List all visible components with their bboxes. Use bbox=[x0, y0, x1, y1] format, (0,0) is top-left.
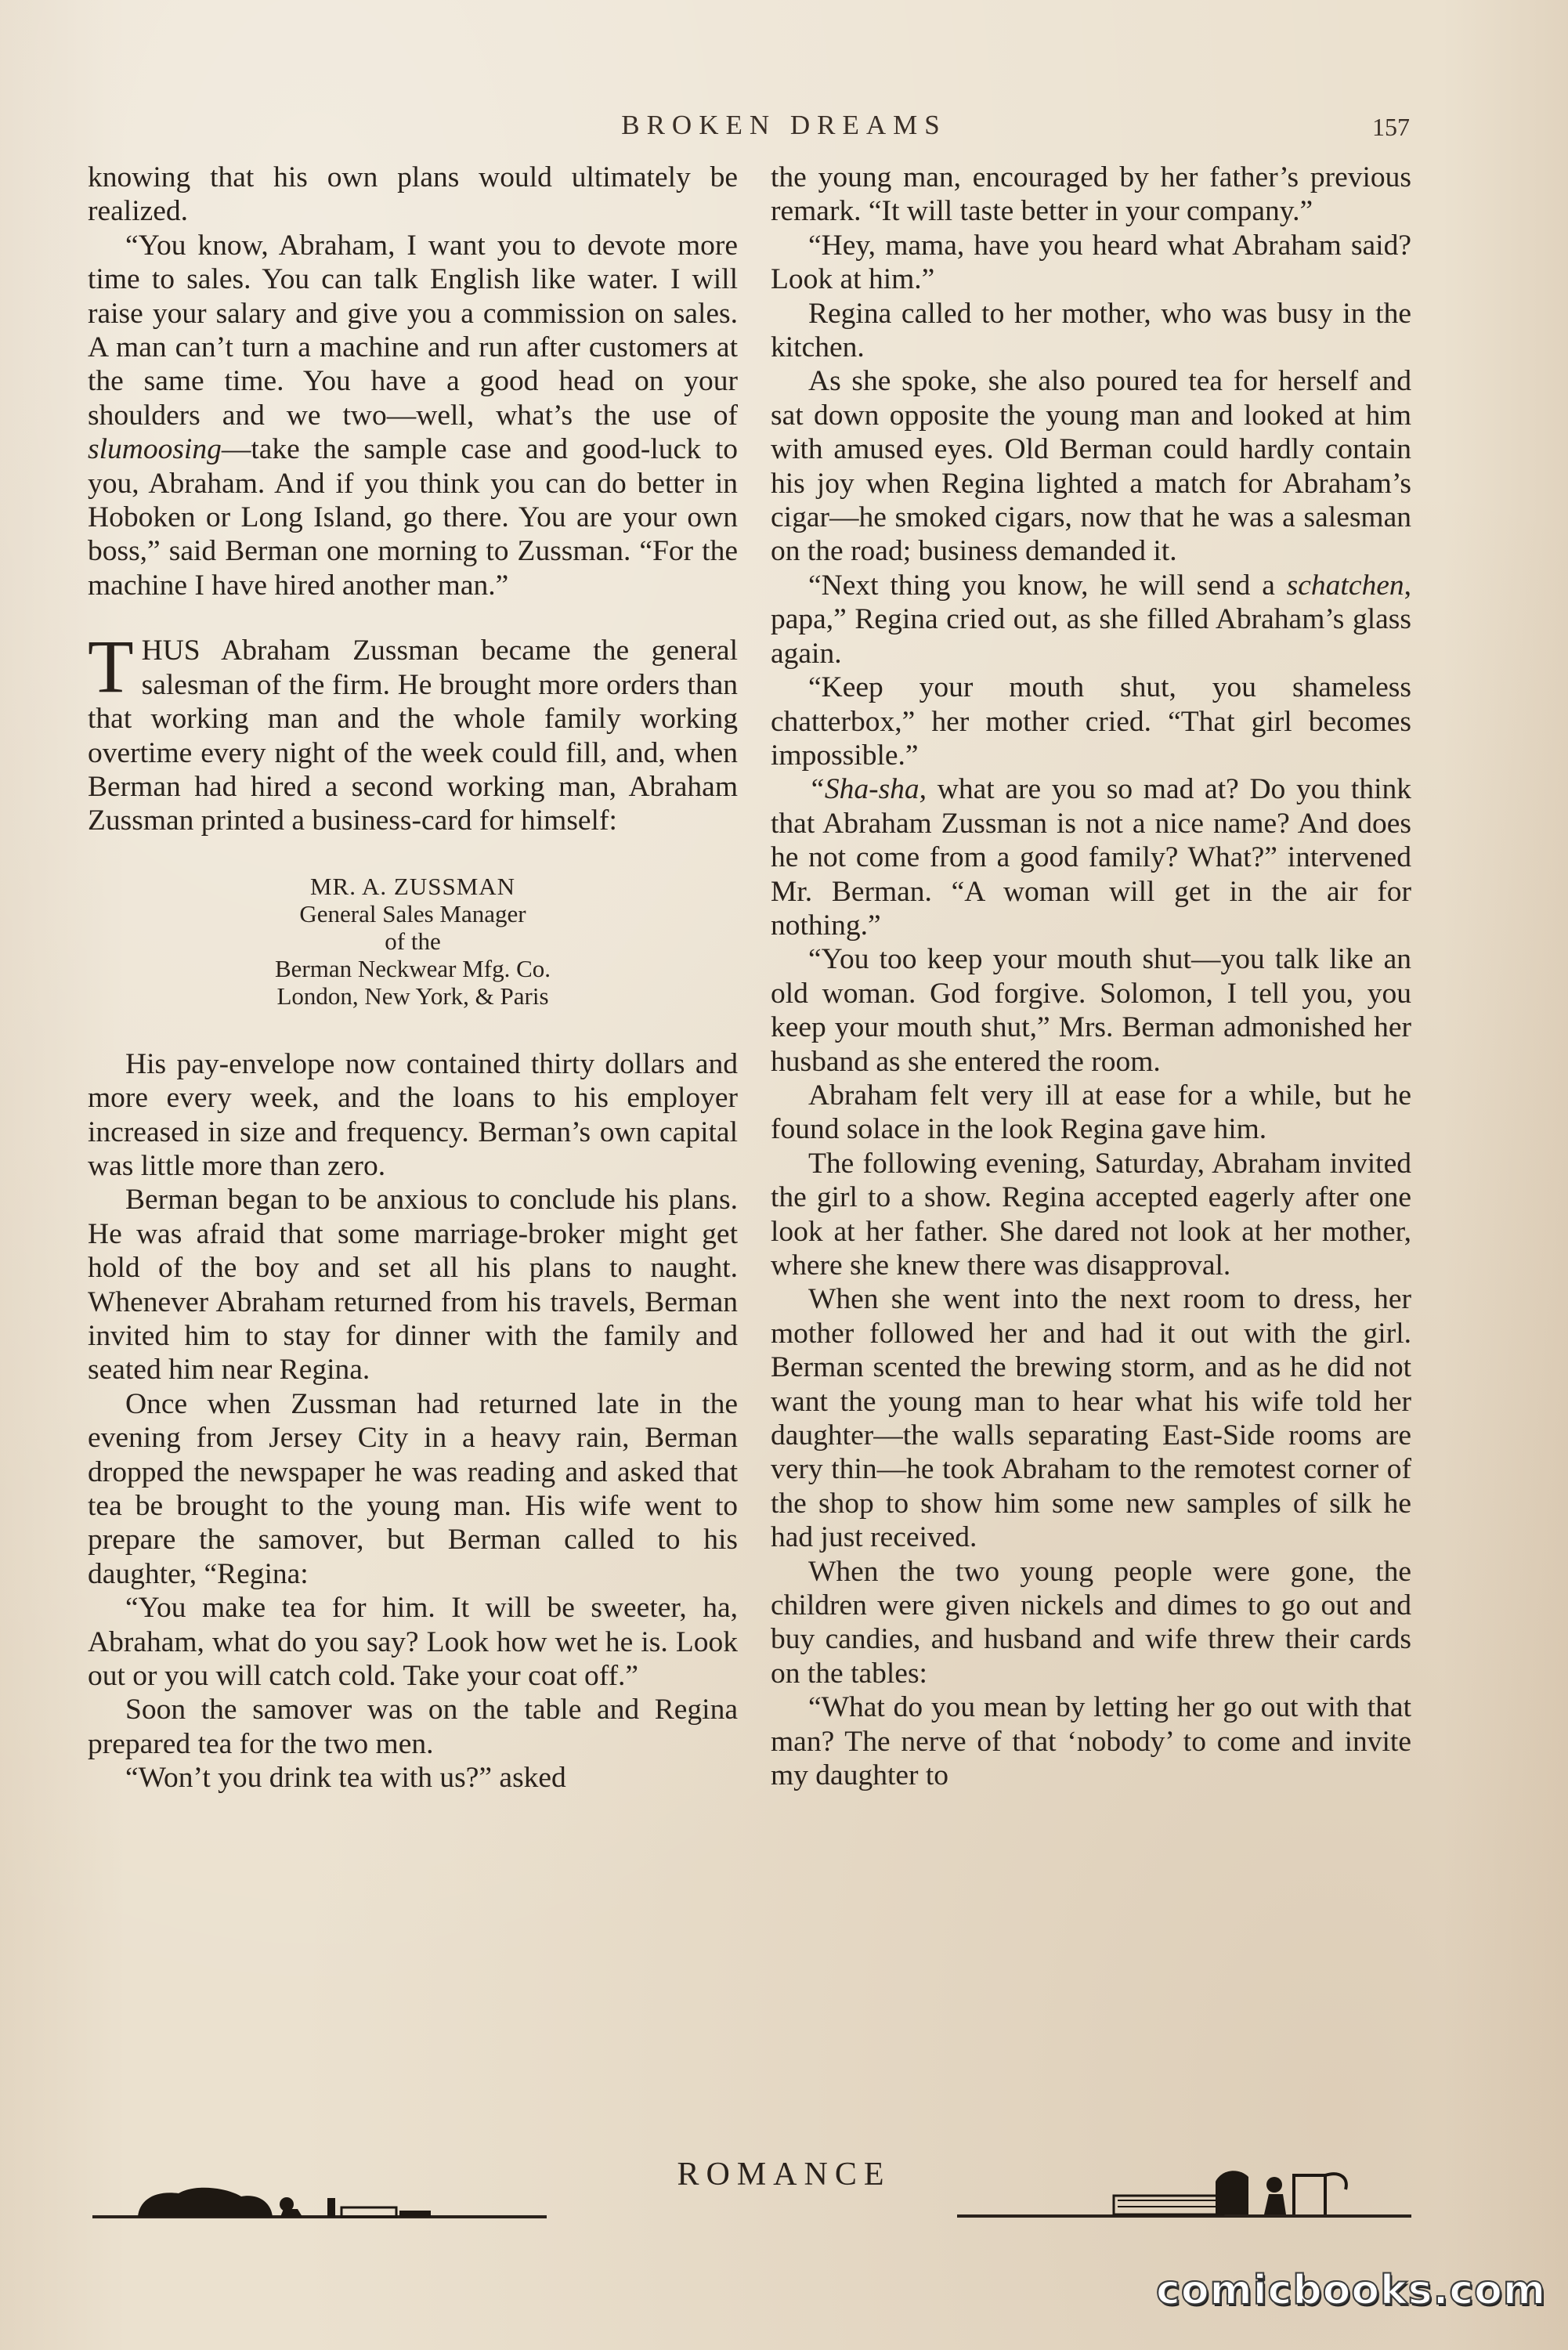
paragraph: the young man, encouraged by her father’s previous remark. “It will taste better in your company.” bbox=[771, 161, 1411, 228]
running-title: BROKEN DREAMS bbox=[621, 110, 947, 140]
paragraph: As she spoke, she also poured tea for herself and sat down opposite the young man and looked at him with amused eyes. Old Berman could hardly contain his joy when Regina lighted a match for Abraham’s cigar—he smoked cigars, now that he was a salesman on the road; business demanded it. bbox=[771, 365, 1411, 568]
footer-ornament-right bbox=[957, 2158, 1411, 2221]
business-card bbox=[88, 873, 738, 1010]
italic-word: “Sha-sha, bbox=[808, 773, 927, 806]
text-run: what are you so mad at? Do you think that Abraham Zussman is not a nice name? And does he not come from a good family? What?” intervened Mr. Berman. “A woman will get in the air for nothing.” bbox=[771, 773, 1411, 942]
italic-word: schatchen bbox=[1286, 569, 1404, 602]
card-company: Berman Neckwear Mfg. Co. bbox=[274, 954, 551, 982]
paragraph bbox=[771, 772, 1411, 942]
paragraph bbox=[771, 569, 1411, 671]
paragraph: The following evening, Saturday, Abraham invited the girl to a show. Regina accepted eagerly after one look at her father. She dared not look at her mother, where she knew there was disapproval. bbox=[771, 1147, 1411, 1282]
paragraph: Once when Zussman had returned late in the evening from Jersey City in a heavy rain, Berman dropped the newspaper he was reading and asked that tea be brought to the young man. His wife went to prepare the samover, but Berman called to his daughter, “Regina: bbox=[88, 1387, 738, 1590]
paragraph: Soon the samover was on the table and Regina prepared tea for the two men. bbox=[88, 1694, 738, 1760]
running-head bbox=[0, 110, 1568, 149]
paragraph: Abraham felt very ill at ease for a while, but he found solace in the look Regina gave him. bbox=[771, 1079, 1411, 1146]
site-watermark: comicbooks.com bbox=[1156, 2267, 1547, 2314]
page-number: 157 bbox=[1372, 113, 1410, 141]
paragraph: “You too keep your mouth shut—you talk like an old woman. God forgive. Solomon, I tell you, you keep your mouth shut,” Mrs. Berman admonished her husband as she entered the room. bbox=[771, 943, 1411, 1078]
left-column bbox=[88, 161, 738, 1795]
card-cities: London, New York, & Paris bbox=[276, 982, 549, 1010]
text-run: —take the sample case and good-luck to you, Abraham. And if you think you can do better in Hoboken or Long Island, go there. You are your own boss,” said Berman one morning to Zussman. “For the machine I have hired another man.” bbox=[88, 433, 738, 602]
paragraph: “Keep your mouth shut, you shameless chatterbox,” her mother cried. “That girl becomes impossible.” bbox=[771, 671, 1411, 772]
card-name: MR. A. ZUSSMAN bbox=[309, 872, 516, 900]
paragraph: When she went into the next room to dress, her mother followed her and had it out with the girl. Berman scented the brewing storm, and as he did not want the young man to hear what his wife told her daughter—the walls separating East-Side rooms are very thin—he took Abraham to the remotest corner of the shop to show him some new samples of silk he had just received. bbox=[771, 1283, 1411, 1554]
text-run: HUS Abraham Zussman became the general salesman of the firm. He brought more orders than that working man and the whole family working overtime every night of the week could fill, and, when Berman had hired a second working man, Abraham Zussman printed a business-card for himself: bbox=[88, 634, 738, 837]
paragraph: When the two young people were gone, the children were given nickels and dimes to go out and buy candies, and husband and wife threw their cards on the tables: bbox=[771, 1555, 1411, 1690]
paragraph: Regina called to her mother, who was busy in the kitchen. bbox=[771, 297, 1411, 364]
page-footer bbox=[0, 2138, 1568, 2225]
text-run: “Next thing you know, he will send a bbox=[808, 569, 1287, 602]
right-column bbox=[771, 161, 1411, 1793]
paragraph: “Hey, mama, have you heard what Abraham said? Look at him.” bbox=[771, 229, 1411, 296]
paragraph bbox=[88, 229, 738, 602]
paragraph: His pay-envelope now contained thirty dollars and more every week, and the loans to his employer increased in size and frequency. Berman’s own capital was little more than zero. bbox=[88, 1047, 738, 1182]
paragraph: “Won’t you drink tea with us?” asked bbox=[125, 1762, 566, 1795]
italic-word: slumoosing bbox=[88, 433, 222, 466]
paragraph: “What do you mean by letting her go out with that man? The nerve of that ‘nobody’ to come and invite my daughter to bbox=[771, 1691, 1411, 1792]
paragraph: “You make tea for him. It will be sweeter, ha, Abraham, what do you say? Look how wet he is. Look out or you will catch cold. Take your coat off.” bbox=[88, 1592, 738, 1693]
card-of: of the bbox=[385, 927, 441, 955]
paragraph: knowing that his own plans would ultimately be realized. bbox=[88, 161, 738, 228]
magazine-title: ROMANCE bbox=[677, 2157, 891, 2193]
drop-cap: T bbox=[88, 624, 134, 709]
paragraph: Berman began to be anxious to conclude his plans. He was afraid that some marriage-broker might get hold of the boy and set all his plans to naught. Whenever Abraham returned from his travels, Berman invited him to stay for dinner with the family and seated him near Regina. bbox=[88, 1184, 738, 1386]
section-opening-paragraph bbox=[88, 624, 738, 837]
text-run: , papa,” Regina cried out, as she filled Abraham’s glass again. bbox=[771, 569, 1411, 670]
card-title: General Sales Manager bbox=[299, 899, 526, 927]
text-run: “You know, Abraham, I want you to devote more time to sales. You can talk English like water. I will raise your salary and give you a commission on sales. A man can’t turn a machine and run after customers at the same time. You have a good head on your shoulders and we two—well, what’s the use of bbox=[88, 229, 738, 432]
